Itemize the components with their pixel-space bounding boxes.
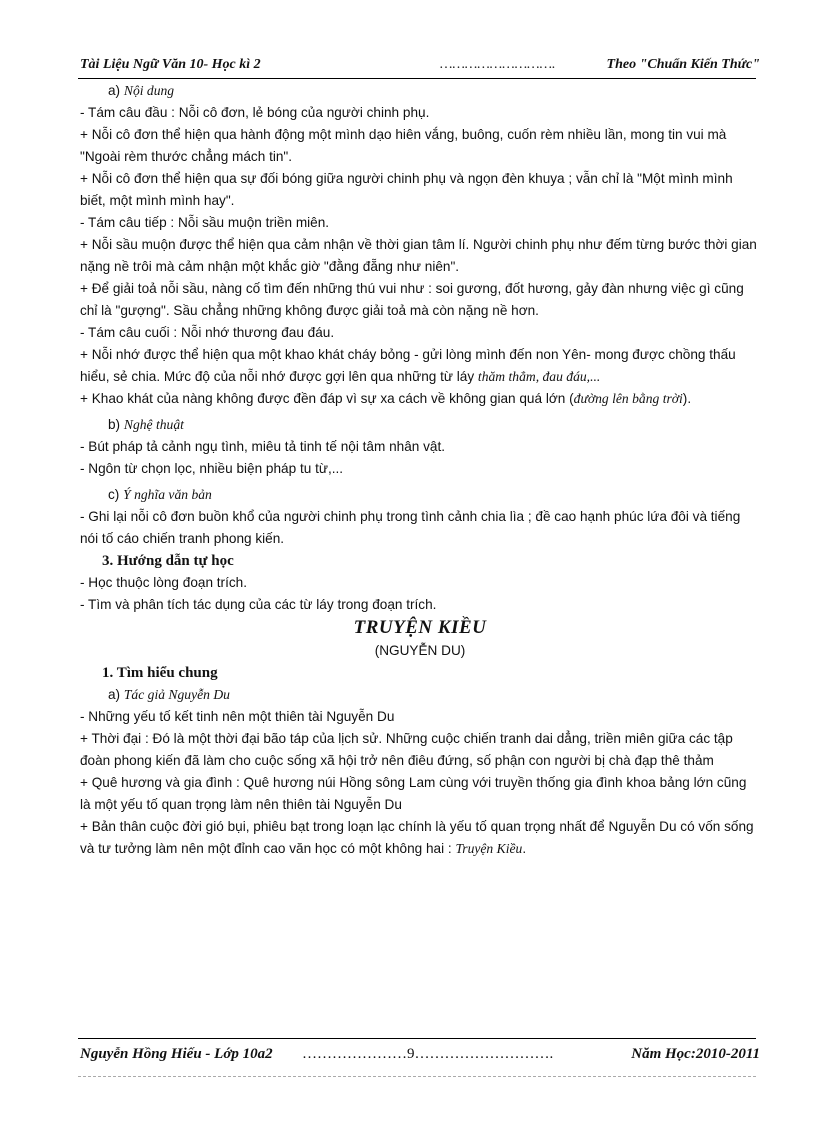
- header-dots: ……………………….: [440, 57, 556, 72]
- paragraph: - Học thuộc lòng đoạn trích.: [80, 575, 247, 590]
- section-c-heading: c) Ý nghĩa văn bản: [108, 487, 212, 502]
- page-header: [80, 55, 760, 77]
- page-footer: [80, 1046, 760, 1070]
- footer-author: Nguyễn Hồng Hiếu - Lớp 10a2: [80, 1046, 273, 1062]
- section-1-heading: 1. Tìm hiểu chung: [102, 665, 218, 681]
- paragraph: - Tìm và phân tích tác dụng của các từ láy trong đoạn trích.: [80, 597, 437, 612]
- paragraph: - Tám câu cuối : Nỗi nhớ thương đau đáu.: [80, 325, 335, 340]
- paragraph: + Để giải toả nỗi sầu, nàng cố tìm đến những thú vui như : soi gương, đốt hương, gảy đàn nhưng việc gì cũng chỉ là "gượng". Sầu chẳng những không được giải toả mà còn nặng nề hơn.: [80, 281, 744, 318]
- paragraph: + Khao khát của nàng không được đền đáp vì sự xa cách về không gian quá lớn (đường lên bằng trời).: [80, 391, 692, 406]
- paragraph: + Quê hương và gia đình : Quê hương núi Hồng sông Lam cùng với truyền thống gia đình khoa bảng lớn cũng là một yếu tố quan trọng làm nên thiên tài Nguyễn Du: [80, 775, 747, 812]
- paragraph: + Nỗi nhớ được thể hiện qua một khao khát cháy bỏng - gửi lòng mình đến non Yên- mong được chồng thấu hiểu, sẻ chia. Mức độ của nỗi nhớ được gợi lên qua những từ láy thăm thẳm, đau đáu,...: [80, 347, 736, 384]
- page-content: [80, 80, 760, 860]
- paragraph: - Ngôn từ chọn lọc, nhiều biện pháp tu từ,...: [80, 461, 344, 476]
- footer-dashed-line: [78, 1076, 756, 1077]
- paragraph: + Nỗi cô đơn thể hiện qua hành động một mình dạo hiên vắng, buông, cuốn rèm nhiều lần, mong tin vui mà "Ngoài rèm thước chẳng mách tin".: [80, 127, 727, 164]
- section-b-heading: b) Nghệ thuật: [108, 417, 184, 432]
- section-a-heading: a) Nội dung: [108, 83, 175, 98]
- paragraph: - Ghi lại nỗi cô đơn buồn khổ của người chinh phụ trong tình cảnh chia lìa ; đề cao hạnh phúc lứa đôi và tiếng nói tố cáo chiến tranh phong kiến.: [80, 509, 741, 546]
- section-1a-heading: a) Tác giả Nguyễn Du: [108, 687, 230, 702]
- lesson-title: TRUYỆN KIỀU: [353, 617, 487, 638]
- paragraph: + Bản thân cuộc đời gió bụi, phiêu bạt trong loạn lạc chính là yếu tố quan trọng nhất để Nguyễn Du có vốn sống và tư tưởng làm nên một đỉnh cao văn học có một không hai : Truyện Kiều.: [80, 819, 754, 856]
- header-rule: [78, 78, 756, 79]
- self-study-heading: 3. Hướng dẫn tự học: [102, 553, 234, 569]
- paragraph: + Thời đại : Đó là một thời đại bão táp của lịch sử. Những cuộc chiến tranh dai dẳng, triền miên giữa các tập đoàn phong kiến đã làm cho cuộc sống xã hội trở nên điêu đứng, số phận con người bị chà đạp thê thảm: [80, 731, 733, 768]
- paragraph: + Nỗi sầu muộn được thể hiện qua cảm nhận về thời gian tâm lí. Người chinh phụ như đếm từng bước thời gian nặng nề trôi mà cảm nhận một khắc giờ "đằng đẵng như niên".: [80, 237, 757, 274]
- footer-year: Năm Học:2010-2011: [631, 1046, 760, 1062]
- footer-rule: [78, 1038, 756, 1039]
- paragraph: - Những yếu tố kết tinh nên một thiên tài Nguyễn Du: [80, 709, 395, 724]
- paragraph: + Nỗi cô đơn thể hiện qua sự đối bóng giữa người chinh phụ và ngọn đèn khuya ; vẫn chỉ là "Một mình mình biết, một mình mình hay".: [80, 171, 733, 208]
- paragraph: - Tám câu tiếp : Nỗi sầu muộn triền miên.: [80, 215, 330, 230]
- header-source: Theo "Chuẩn Kiến Thức": [606, 57, 760, 72]
- paragraph: - Tám câu đầu : Nỗi cô đơn, lẻ bóng của người chinh phụ.: [80, 105, 430, 120]
- page-number: …………………9……………………….: [302, 1046, 554, 1062]
- lesson-author: (NGUYỄN DU): [374, 643, 466, 658]
- paragraph: - Bút pháp tả cảnh ngụ tình, miêu tả tinh tế nội tâm nhân vật.: [80, 439, 446, 454]
- header-title: Tài Liệu Ngữ Văn 10- Học kì 2: [80, 57, 261, 72]
